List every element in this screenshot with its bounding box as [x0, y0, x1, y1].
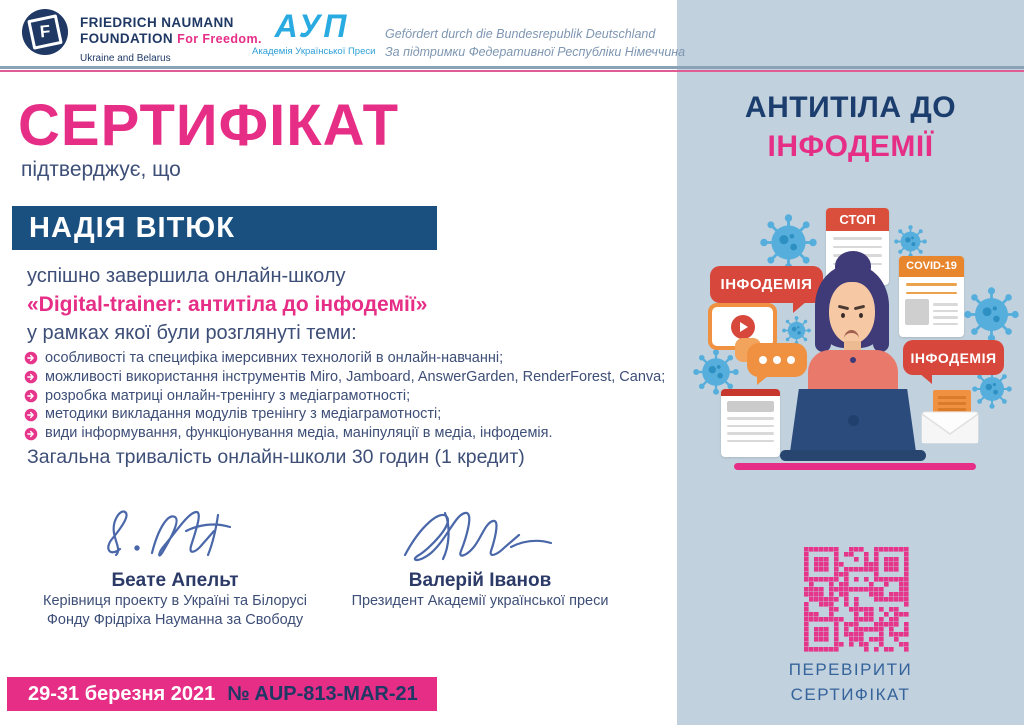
- news-document-icon: [721, 389, 780, 457]
- fnf-logo: [22, 9, 68, 55]
- envelope-icon: [920, 390, 980, 445]
- certificate-title: СЕРТИФІКАТ: [18, 93, 400, 158]
- fnf-region: Ukraine and Belarus: [80, 53, 171, 64]
- course-name: «Digital-trainer: антитіла до інфодемії»: [27, 293, 428, 316]
- signature-image: [385, 503, 575, 567]
- desk-line: [734, 463, 976, 470]
- arrow-bullet-icon: [24, 408, 38, 422]
- arrow-bullet-icon: [24, 389, 38, 403]
- laptop-icon: [790, 389, 916, 452]
- fnf-title-line1: FRIEDRICH NAUMANN: [80, 15, 234, 30]
- fnf-title-line2: FOUNDATION For Freedom.: [80, 31, 262, 46]
- covid-label: COVID-19: [899, 256, 964, 277]
- completed-line: успішно завершила онлайн-школу: [27, 265, 346, 287]
- list-item: види інформування, функціонування медіа, маніпуляції в медіа, інфодемія.: [24, 424, 665, 443]
- signature-block-apelt: [25, 503, 325, 630]
- signature-block-ivanov: [330, 503, 630, 611]
- aup-caption: Академія Української Преси: [252, 46, 376, 57]
- recipient-name-banner: НАДІЯ ВІТЮК: [12, 206, 437, 250]
- divider-line-blue: [0, 66, 1024, 69]
- qr-code: [804, 547, 909, 652]
- fnf-monogram-icon: F: [27, 14, 63, 50]
- confirms-text: підтверджує, що: [21, 158, 181, 181]
- arrow-bullet-icon: [24, 427, 38, 441]
- play-icon: [731, 315, 755, 339]
- virus-icon: [894, 225, 927, 258]
- topics-list: [24, 349, 665, 443]
- signer-name: Валерій Іванов: [408, 570, 552, 591]
- signer-role: Фонду Фрідріха Науманна за Свободу: [46, 612, 304, 628]
- signer-role: Президент Академії української преси: [351, 593, 609, 609]
- sidebar-title-line1: АНТИТІЛА ДО: [744, 91, 957, 124]
- typing-bubble-icon: [747, 343, 807, 377]
- list-item: методики викладання модулів тренінгу з медіаграмотності;: [24, 405, 665, 424]
- duration-text: Загальна тривалість онлайн-школи 30 годин (1 кредит): [27, 446, 525, 468]
- verify-line1: ПЕРЕВІРИТИ: [788, 660, 913, 679]
- virus-icon: [964, 287, 1019, 342]
- infodemia-speech-bubble-right: ІНФОДЕМІЯ: [903, 340, 1004, 375]
- infodemia-speech-bubble-left: ІНФОДЕМІЯ: [710, 266, 823, 303]
- signature-image: [90, 503, 260, 567]
- list-item: особливості та специфіка імерсивних технологій в онлайн-навчанні;: [24, 349, 665, 368]
- list-item: розробка матриці онлайн-тренінгу з медіаграмотності;: [24, 387, 665, 406]
- fnf-wordmark: [80, 15, 262, 64]
- verify-certificate-label: [677, 657, 1024, 707]
- arrow-bullet-icon: [24, 351, 38, 365]
- fnf-tagline: For Freedom.: [177, 32, 262, 46]
- sidebar-title-line2: ІНФОДЕМІЇ: [767, 130, 934, 163]
- course-dates: 29-31 березня 2021: [28, 682, 216, 705]
- sidebar-panel: [677, 0, 1024, 725]
- covid-document-icon: [899, 256, 964, 337]
- aup-logo: [252, 8, 376, 57]
- list-item: можливості використання інструментів Miro, Jamboard, AnswerGarden, RenderForest, Canva;: [24, 368, 665, 387]
- aup-monogram: АУП: [274, 8, 350, 44]
- virus-icon: [760, 214, 817, 271]
- divider-line-pink: [0, 70, 1024, 72]
- stop-label: СТОП: [826, 208, 889, 231]
- funding-line-de: Gefördert durch die Bundesrepublik Deutschland: [385, 27, 656, 41]
- certificate-number: № AUP-813-MAR-21: [227, 682, 418, 705]
- date-number-banner: [7, 677, 437, 711]
- signer-name: Беате Апельт: [111, 570, 239, 591]
- topics-intro: у рамках якої були розглянуті теми:: [27, 322, 357, 344]
- funding-line-ua: За підтримки Федеративної Республіки Німеччина: [385, 45, 686, 59]
- verify-line2: СЕРТИФІКАТ: [790, 685, 911, 704]
- course-intro: [27, 263, 427, 347]
- virus-icon: [782, 316, 811, 345]
- funding-note: [385, 25, 685, 61]
- signer-role: Керівниця проекту в Україні та Білорусі: [43, 593, 307, 609]
- sidebar-title: [677, 88, 1024, 166]
- arrow-bullet-icon: [24, 370, 38, 384]
